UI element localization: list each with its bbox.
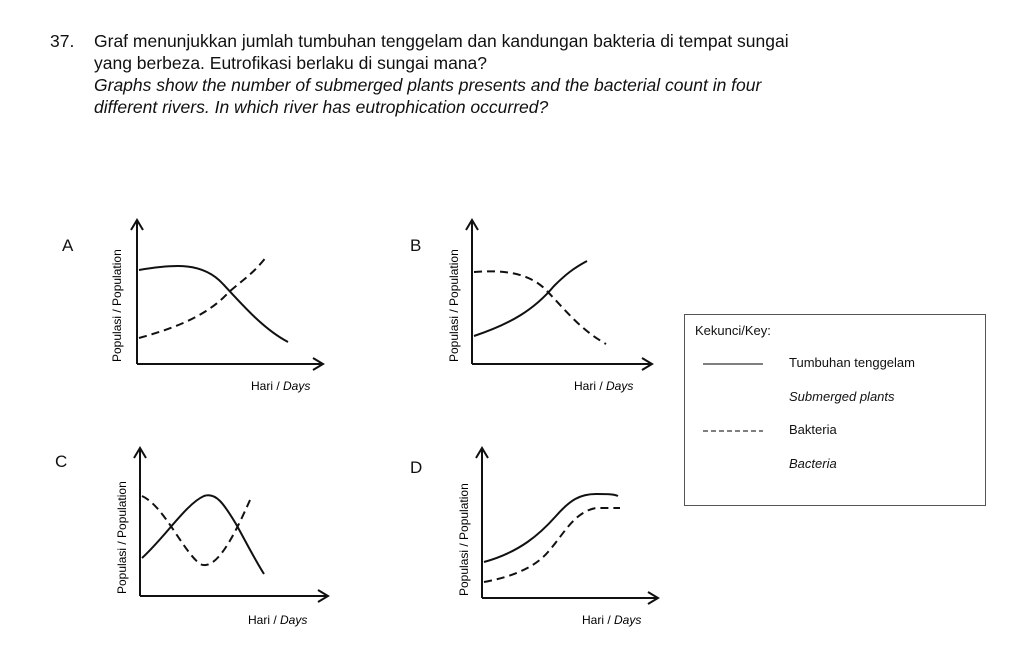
graph-b [430,212,680,402]
plants-line [142,495,264,574]
graph-c [100,440,350,635]
option-a-label: A [62,236,74,255]
legend-dashed-en: Bacteria [789,456,837,471]
option-c-label: C [55,452,68,471]
x-axis-label: Hari / Days [582,613,642,627]
bacteria-line [139,256,267,338]
option-d-label: D [410,458,423,477]
graph-d [440,440,690,635]
question-text-en-line1: Graphs show the number of submerged plants presents and the bacterial count in four [94,75,762,95]
legend-solid-en: Submerged plants [789,389,895,404]
legend-dashed-ms: Bakteria [789,422,837,437]
plants-line [484,494,618,562]
y-axis-label: Populasi / Population [457,483,471,596]
bacteria-line [142,496,250,565]
legend-solid-swatch [703,361,767,367]
question-text-en-line2: different rivers. In which river has eutrophication occurred? [94,97,549,117]
y-axis-label: Populasi / Population [447,249,461,362]
question-number: 37. [50,31,75,51]
option-b-label: B [410,236,422,255]
y-axis-label: Populasi / Population [110,249,124,362]
legend-title: Kekunci/Key: [695,323,771,338]
x-axis-label: Hari / Days [251,379,311,393]
y-axis-label: Populasi / Population [115,481,129,594]
question-text-ms-line2: yang berbeza. Eutrofikasi berlaku di sungai mana? [94,53,488,73]
question-text [94,30,984,118]
question-text-ms-line1: Graf menunjukkan jumlah tumbuhan tenggelam dan kandungan bakteria di tempat sungai [94,31,789,51]
bacteria-line [474,271,606,344]
legend-dashed-swatch [703,428,767,434]
plants-line [139,266,288,342]
legend [684,314,986,506]
graph-a [95,212,345,402]
x-axis-label: Hari / Days [248,613,308,627]
legend-solid-ms: Tumbuhan tenggelam [789,355,915,370]
x-axis-label: Hari / Days [574,379,634,393]
